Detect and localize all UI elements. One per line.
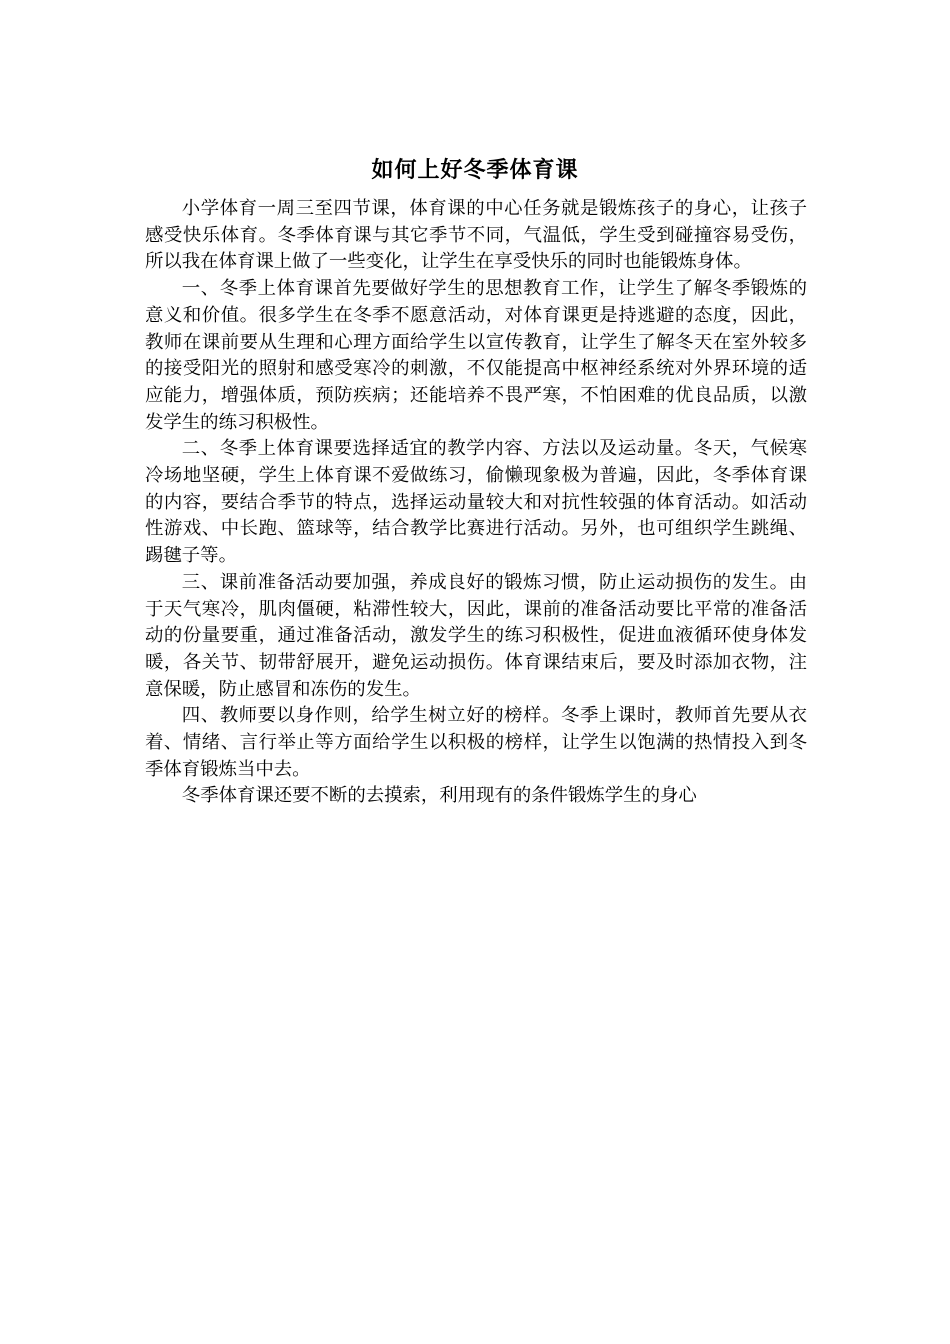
paragraph-point-2: 二、冬季上体育课要选择适宜的教学内容、方法以及运动量。冬天，气候寒冷场地坚硬，学生上体育课不爱做练习，偷懒现象极为普遍，因此，冬季体育课的内容，要结合季节的特点，选择运动量较大和对抗性较强的体育活动。如活动性游戏、中长跑、篮球等，结合教学比赛进行活动。另外，也可组织学生跳绳、踢毽子等。 [145,438,807,567]
document-body [145,196,807,810]
paragraph-intro: 小学体育一周三至四节课，体育课的中心任务就是锻炼孩子的身心，让孩子感受快乐体育。冬季体育课与其它季节不同，气温低，学生受到碰撞容易受伤，所以我在体育课上做了一些变化，让学生在享受快乐的同时也能锻炼身体。 [145,198,807,273]
paragraph-closing: 冬季体育课还要不断的去摸索，利用现有的条件锻炼学生的身心 [181,785,697,807]
paragraph-point-3: 三、课前准备活动要加强，养成良好的锻炼习惯，防止运动损伤的发生。由于天气寒冷，肌肉僵硬，粘滞性较大，因此，课前的准备活动要比平常的准备活动的份量要重，通过准备活动，激发学生的练习积极性，促进血液循环使身体发暖，各关节、韧带舒展开，避免运动损伤。体育课结束后，要及时添加衣物，注意保暖，防止感冒和冻伤的发生。 [145,571,807,700]
document-title: 如何上好冬季体育课 [371,158,579,183]
paragraph-point-1: 一、冬季上体育课首先要做好学生的思想教育工作，让学生了解冬季锻炼的意义和价值。很多学生在冬季不愿意活动，对体育课更是持逃避的态度，因此，教师在课前要从生理和心理方面给学生以宣传教育，让学生了解冬天在室外较多的接受阳光的照射和感受寒冷的刺激，不仅能提高中枢神经系统对外界环境的适应能力，增强体质，预防疾病；还能培养不畏严寒，不怕困难的优良品质，以激发学生的练习积极性。 [145,278,807,433]
paragraph-point-4: 四、教师要以身作则，给学生树立好的榜样。冬季上课时，教师首先要从衣着、情绪、言行举止等方面给学生以积极的榜样，让学生以饱满的热情投入到冬季体育锻炼当中去。 [145,705,807,780]
